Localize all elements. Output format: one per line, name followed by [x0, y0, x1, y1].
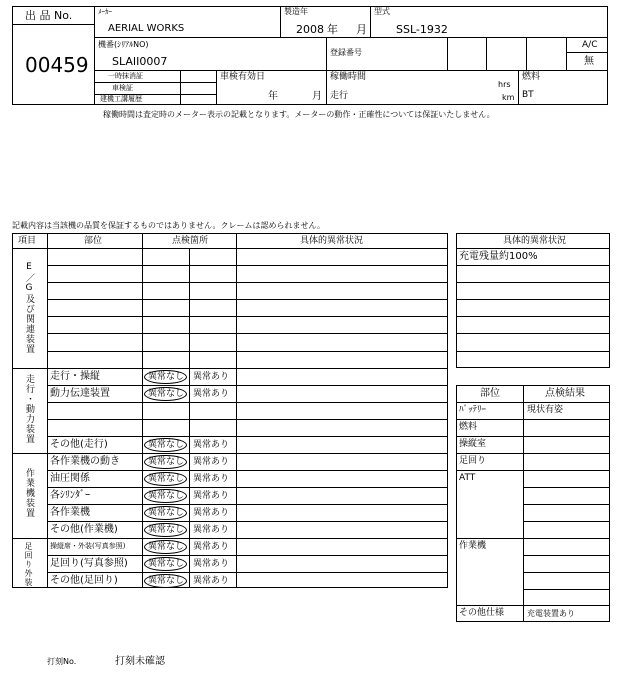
foot-row-part: 足回り(写真参照) [50, 558, 128, 569]
serial-label: 機番(ｼﾘｱﾙNO) [98, 40, 149, 49]
col-detail-header: 具体的異常状況 [300, 236, 364, 246]
group-work-label: 作業機装置 [24, 468, 34, 518]
right-detail-header: 具体的異常状況 [503, 236, 567, 246]
group-foot-label: 足回り外装 [24, 542, 33, 587]
hours-label: 稼働時間 [330, 72, 367, 82]
insp-month-unit: 月 [312, 91, 322, 102]
serial-value: SLAII0007 [112, 55, 168, 68]
year-value: 2008 [296, 23, 324, 36]
registration-label: 登録番号 [330, 48, 362, 57]
drive-row-part: 走行・操縦 [50, 371, 100, 382]
result-part: ﾊﾞｯﾃﾘｰ [459, 405, 487, 415]
maker-value: AERIAL WORKS [108, 23, 185, 34]
travel-label: 走行 [330, 91, 349, 101]
fuel-value: BT [522, 90, 534, 100]
ok-label: 異常なし [148, 474, 185, 484]
hrs-unit: hrs [498, 80, 511, 89]
ng-label: 異常あり [193, 576, 230, 586]
result-col-result: 点検結果 [545, 388, 585, 399]
cert2-label: 車検証 [112, 84, 133, 92]
result-value: 現状有姿 [527, 405, 564, 415]
ng-label: 異常あり [193, 457, 230, 467]
ng-label: 異常あり [193, 372, 230, 382]
ok-label: 異常なし [148, 491, 185, 501]
work-row-part: 油圧関係 [50, 473, 90, 484]
insp-year-unit: 年 [268, 91, 278, 102]
ok-label: 異常なし [148, 525, 185, 535]
result-part: ATT [459, 473, 476, 483]
col-part-header: 部位 [84, 236, 103, 246]
ng-label: 異常あり [193, 440, 230, 450]
model-label: 型式 [374, 7, 390, 16]
ng-label: 異常あり [193, 508, 230, 518]
work-row-part: 各作業機 [50, 507, 90, 518]
battery-charge-note: 充電残量約100% [459, 251, 538, 262]
year-label: 製造年 [284, 7, 308, 16]
ok-label: 異常なし [148, 372, 185, 382]
ng-label: 異常あり [193, 491, 230, 501]
drive-row-part: 動力伝達装置 [50, 388, 110, 399]
ng-label: 異常あり [193, 525, 230, 535]
result-part: 作業機 [459, 541, 487, 551]
cert1-label: 一時抹消証 [108, 72, 143, 80]
col-item-header: 項目 [18, 236, 37, 246]
meter-note: 稼働時間は査定時のメーター表示の記載となります。メーターの動作・正確性については保証いたしません。 [103, 110, 495, 119]
fuel-label: 燃料 [522, 72, 541, 82]
group-drive-label: 走行・動力装置 [24, 374, 34, 444]
maker-label: ﾒｰｶｰ [98, 8, 112, 16]
stamp-value: 打刻未確認 [115, 656, 165, 667]
foot-row-part: その他(足回り) [50, 575, 118, 586]
ok-label: 異常なし [148, 440, 185, 450]
ok-label: 異常なし [148, 576, 185, 586]
lot-label: 出 品 No. [25, 9, 73, 22]
result-part: 操縦室 [459, 439, 487, 449]
work-row-part: 各作業機の動き [50, 456, 120, 467]
ok-label: 異常なし [148, 457, 185, 467]
ng-label: 異常あり [193, 542, 230, 552]
month-unit: 月 [356, 23, 367, 36]
ac-value: 無 [584, 56, 594, 67]
result-col-part: 部位 [480, 388, 500, 399]
result-part: 燃料 [459, 422, 478, 432]
disclaimer: 記載内容は当該機の品質を保証するものではありません。クレームは認められません。 [12, 221, 325, 230]
result-part: 足回り [459, 456, 487, 466]
ng-label: 異常あり [193, 559, 230, 569]
result-value: 充電装置あり [527, 609, 575, 618]
ok-label: 異常なし [148, 559, 185, 569]
result-part: その他仕様 [459, 608, 505, 618]
work-row-part: 各ｼﾘﾝﾀﾞｰ [50, 490, 90, 501]
cert3-label: 建機工講履歴 [100, 95, 142, 103]
ac-label: A/C [582, 40, 598, 50]
foot-row-part: 操縦席・外装(写真参照) [50, 542, 126, 550]
col-check-header: 点検箇所 [172, 236, 209, 246]
km-unit: km [502, 93, 515, 102]
ng-label: 異常あり [193, 389, 230, 399]
ok-label: 異常なし [148, 542, 185, 552]
ok-label: 異常なし [148, 389, 185, 399]
work-row-part: その他(作業機) [50, 524, 118, 535]
group-engine-label: E／G及び関連装置 [24, 262, 34, 354]
ok-label: 異常なし [148, 508, 185, 518]
inspection-label: 車検有効日 [220, 72, 266, 82]
lot-number: 00459 [25, 53, 89, 77]
year-unit: 年 [327, 23, 338, 36]
ng-label: 異常あり [193, 474, 230, 484]
drive-row-part: その他(走行) [50, 439, 108, 450]
stamp-label: 打刻No. [47, 657, 77, 666]
model-value: SSL-1932 [396, 23, 448, 36]
